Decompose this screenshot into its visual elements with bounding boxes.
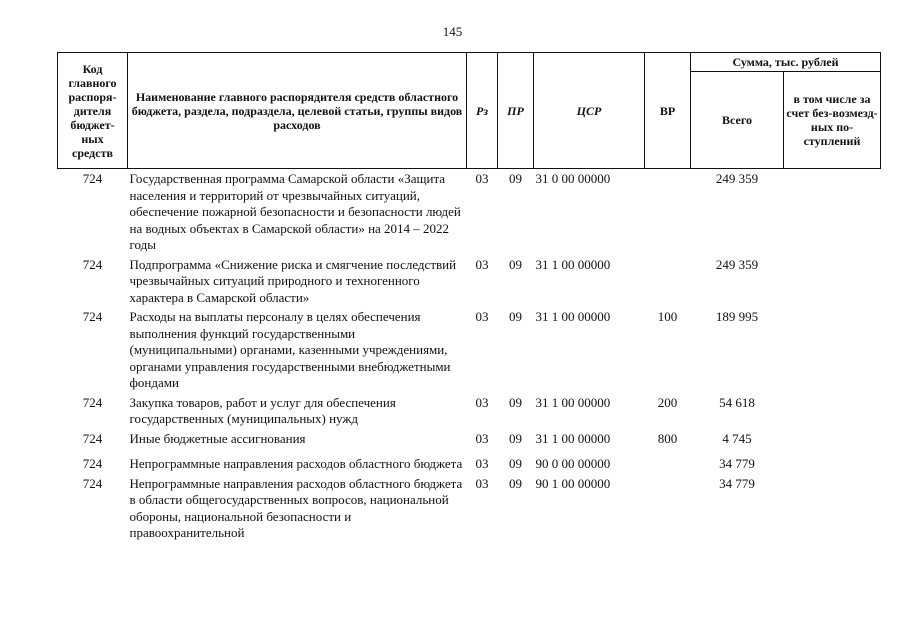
cell-free xyxy=(784,309,881,395)
header-csr: ЦСР xyxy=(534,53,645,169)
cell-total: 249 359 xyxy=(715,171,759,186)
cell-code: 724 xyxy=(82,309,103,324)
cell-vr xyxy=(645,476,691,545)
cell-csr: 31 1 00 00000 xyxy=(535,394,611,410)
cell-pr: 09 xyxy=(509,456,522,471)
table-row xyxy=(58,309,881,395)
cell-free xyxy=(784,395,881,431)
header-vr: ВР xyxy=(645,53,691,169)
table-row xyxy=(58,431,881,451)
cell-vr xyxy=(645,450,691,476)
cell-total: 189 995 xyxy=(715,309,759,324)
cell-rz: 03 xyxy=(475,309,489,324)
cell-pr: 09 xyxy=(509,475,522,491)
header-free: в том числе за счет без-возмезд-ных по-ступлений xyxy=(784,72,881,169)
table-row xyxy=(58,257,881,310)
cell-rz: 03 xyxy=(475,430,489,446)
cell-name: Закупка товаров, работ и услуг для обеспечения государственных (муниципальных) нужд xyxy=(129,394,396,426)
cell-name: Государственная программа Самарской области «Защита населения и территорий от чрезвычайных ситуаций, обеспечение пожарной безопасности и безопасности людей на водных объектах в Самарской области» на 2014 – 2022 годы xyxy=(129,171,461,252)
cell-code: 724 xyxy=(82,475,103,491)
cell-csr: 31 0 00 00000 xyxy=(535,171,611,186)
cell-code: 724 xyxy=(82,394,103,410)
cell-rz: 03 xyxy=(475,394,489,410)
header-pr: ПР xyxy=(498,53,534,169)
cell-pr: 09 xyxy=(509,309,522,324)
cell-csr: 31 1 00 00000 xyxy=(535,309,611,324)
cell-free xyxy=(784,257,881,310)
cell-code: 724 xyxy=(82,430,103,446)
cell-name: Непрограммные направления расходов областного бюджета в области общегосударственных вопросов, национальной обороны, национальной безопасности и правоохранительной xyxy=(129,475,463,540)
cell-rz: 03 xyxy=(475,256,489,272)
cell-csr: 90 1 00 00000 xyxy=(535,475,611,491)
cell-rz: 03 xyxy=(475,475,489,491)
table-row xyxy=(58,395,881,431)
table-row xyxy=(58,169,881,257)
cell-total: 249 359 xyxy=(715,256,759,272)
cell-csr: 90 0 00 00000 xyxy=(535,456,611,471)
header-rz: Рз xyxy=(467,53,498,169)
cell-vr: 200 xyxy=(657,394,678,410)
cell-csr: 31 1 00 00000 xyxy=(535,430,611,446)
table-row xyxy=(58,476,881,545)
cell-total: 4 745 xyxy=(722,430,752,446)
cell-name: Иные бюджетные ассигнования xyxy=(129,430,306,446)
cell-pr: 09 xyxy=(509,430,522,446)
header-total: Всего xyxy=(691,72,784,169)
cell-free xyxy=(784,431,881,451)
cell-csr: 31 1 00 00000 xyxy=(535,256,611,272)
cell-name: Подпрограмма «Снижение риска и смягчение последствий чрезвычайных ситуаций природного и техногенного характера в Самарской области» xyxy=(129,256,457,305)
header-code: Код главного распоря-дителя бюджет-ных средств xyxy=(58,53,128,169)
cell-rz: 03 xyxy=(475,456,489,471)
cell-total: 34 779 xyxy=(719,475,755,491)
cell-pr: 09 xyxy=(509,171,522,186)
cell-vr: 800 xyxy=(657,430,678,446)
cell-name: Расходы на выплаты персоналу в целях обеспечения выполнения функций государственными (муниципальными) органами, казенными учреждениями, органами управления государственными внебюджетными фондами xyxy=(129,309,451,390)
page-number: 145 xyxy=(442,24,463,39)
cell-pr: 09 xyxy=(509,394,522,410)
cell-vr xyxy=(645,169,691,257)
table-row xyxy=(58,450,881,476)
cell-code: 724 xyxy=(82,171,103,186)
cell-free xyxy=(784,169,881,257)
cell-rz: 03 xyxy=(475,171,489,186)
header-name: Наименование главного распорядителя средств областного бюджета, раздела, подраздела, целевой статьи, группы видов расходов xyxy=(128,53,467,169)
cell-code: 724 xyxy=(82,456,103,471)
cell-pr: 09 xyxy=(509,256,522,272)
header-sum: Сумма, тыс. рублей xyxy=(691,53,881,72)
cell-code: 724 xyxy=(82,256,103,272)
cell-total: 34 779 xyxy=(719,456,755,471)
cell-name: Непрограммные направления расходов областного бюджета xyxy=(129,456,463,471)
cell-free xyxy=(784,476,881,545)
cell-free xyxy=(784,450,881,476)
cell-vr: 100 xyxy=(657,309,678,324)
budget-table xyxy=(57,52,881,545)
cell-total: 54 618 xyxy=(719,394,755,410)
cell-vr xyxy=(645,257,691,310)
